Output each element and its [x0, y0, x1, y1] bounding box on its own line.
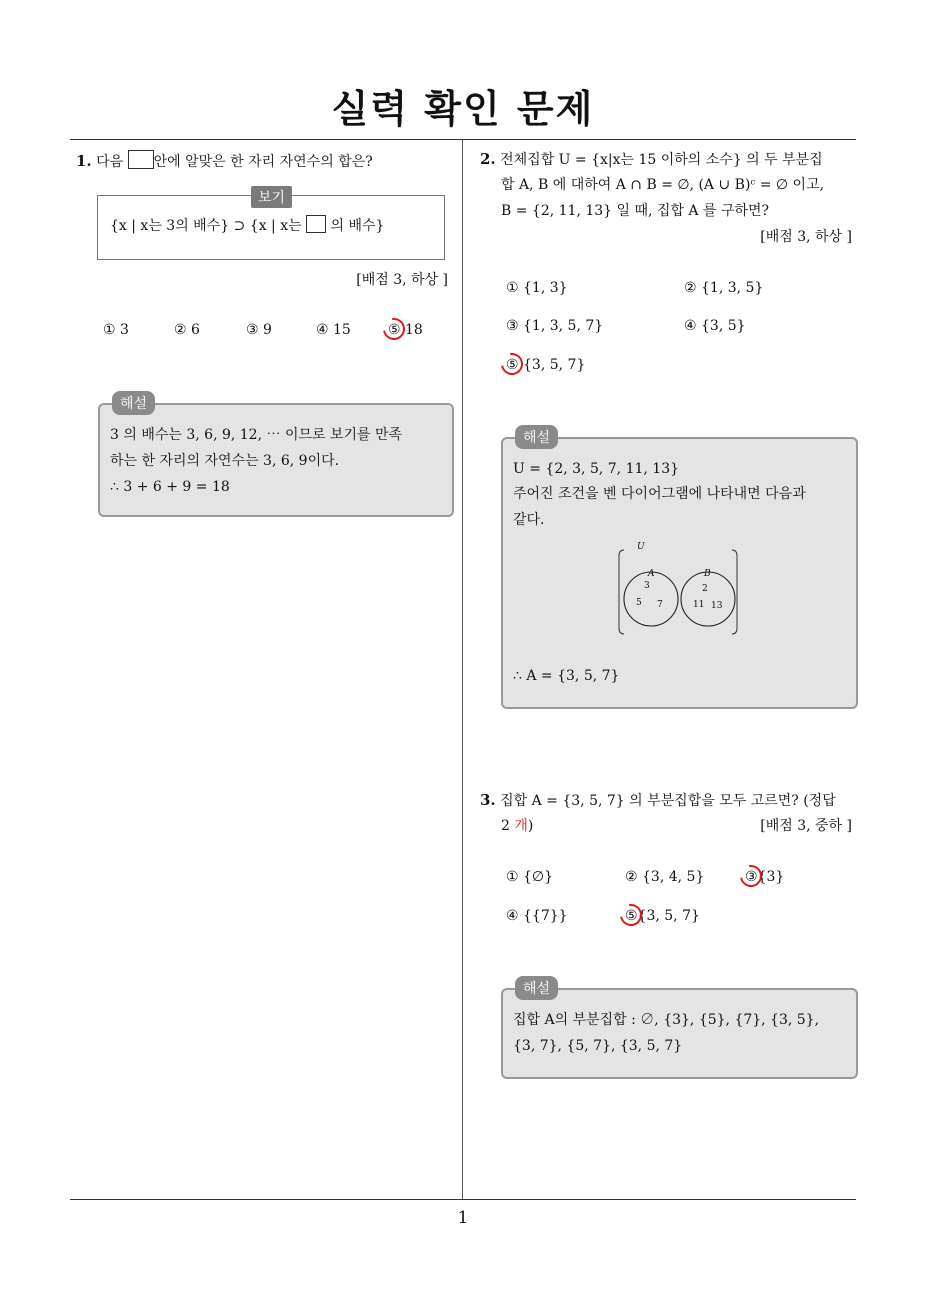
venn-a-element: 3: [644, 581, 650, 591]
q2-solution-line-3: 같다.: [513, 512, 545, 528]
q1-bogi-right-after: 의 배수}: [330, 218, 385, 234]
q3-number: 3.: [480, 791, 496, 809]
q1-stem: [76, 148, 373, 175]
q2-stem-line-3: B = {2, 11, 13} 일 때, 집합 A 를 구하면?: [501, 203, 770, 219]
answer-circle-mark: [497, 349, 528, 380]
q1-bogi-right-before: {x | x는: [249, 218, 302, 234]
bottom-rule: [70, 1199, 856, 1200]
q1-bogi-op: ⊃: [233, 218, 246, 234]
q2-solution-line-2: 주어진 조건을 벤 다이어그램에 나타내면 다음과: [513, 486, 806, 502]
q2-score: [배점 3, 하상 ]: [760, 229, 852, 245]
q2-option-2[interactable]: ② {1, 3, 5}: [684, 280, 764, 296]
venn-b-label: B: [704, 569, 711, 579]
q1-score: [배점 3, 하상 ]: [356, 272, 448, 288]
q3-solution-label: 해설: [515, 976, 558, 1000]
q3-solution-line-1: 집합 A의 부분집합 : ∅, {3}, {5}, {7}, {3, 5},: [513, 1012, 820, 1028]
q1-solution-label: 해설: [112, 391, 155, 415]
q3-stem-line-1: 3. 집합 A = {3, 5, 7} 의 부분집합을 모두 고르면? (정답: [480, 791, 836, 809]
q2-stem-line-2: 합 A, B 에 대하여 A ∩ B = ∅, (A ∪ B)ᶜ = ∅ 이고,: [501, 177, 825, 193]
q3-option-2[interactable]: ② {3, 4, 5}: [625, 869, 705, 885]
q1-solution-line-1: 3 의 배수는 3, 6, 9, 12, ⋯ 이므로 보기를 만족: [110, 427, 403, 443]
q3-option-4[interactable]: ④ {{7}}: [506, 908, 568, 924]
venn-a-element: 7: [657, 600, 663, 610]
venn-a-element: 5: [636, 598, 642, 608]
q3-option-5[interactable]: ⑤{3, 5, 7}: [625, 908, 700, 924]
venn-b-element: 2: [702, 584, 708, 594]
top-rule: [70, 139, 856, 140]
q3-option-3[interactable]: ③{3}: [745, 869, 784, 885]
q1-bogi-label: 보기: [251, 186, 292, 208]
q1-option-2[interactable]: ② 6: [174, 322, 200, 338]
q3-stem-line-2: 2 개): [501, 818, 534, 834]
q1-solution-line-2: 하는 한 자리의 자연수는 3, 6, 9이다.: [110, 453, 340, 469]
q1-option-1[interactable]: ① 3: [103, 322, 129, 338]
q1-text-after: 안에 알맞은 한 자리 자연수의 합은?: [153, 154, 373, 170]
q2-solution-label: 해설: [515, 425, 558, 449]
venn-b-element: 11: [693, 600, 705, 610]
page-number: 1: [457, 1208, 469, 1228]
q1-bogi-blank: [306, 215, 326, 233]
q2-number: 2.: [480, 150, 496, 168]
q1-blank-box: [128, 150, 154, 169]
q3-answer-count: 개: [514, 818, 528, 834]
q1-bogi-expression: [110, 213, 384, 239]
answer-circle-mark: [616, 900, 647, 931]
q2-option-5[interactable]: ⑤ {3, 5, 7}: [506, 357, 585, 373]
page-title: 실력 확인 문제: [331, 87, 595, 131]
q2-option-3[interactable]: ③ {1, 3, 5, 7}: [506, 318, 604, 334]
venn-b-element: 13: [711, 601, 723, 611]
q3-score: [배점 3, 중하 ]: [760, 818, 852, 834]
q1-text-before: 다음: [96, 154, 124, 170]
q2-solution-line-1: U = {2, 3, 5, 7, 11, 13}: [513, 461, 680, 477]
q1-option-3[interactable]: ③ 9: [246, 322, 272, 338]
q2-conclusion: ∴ A = {3, 5, 7}: [513, 668, 620, 684]
q2-option-4[interactable]: ④ {3, 5}: [684, 318, 746, 334]
venn-frame: [616, 542, 740, 640]
venn-circle-b: [681, 572, 735, 626]
q3-option-1[interactable]: ① {∅}: [506, 869, 554, 885]
venn-diagram: [616, 542, 740, 640]
venn-a-label: A: [648, 569, 655, 579]
q1-number: 1.: [76, 152, 92, 170]
q1-option-4[interactable]: ④ 15: [316, 322, 351, 338]
venn-circle-a: [624, 572, 678, 626]
q2-option-1[interactable]: ① {1, 3}: [506, 280, 568, 296]
answer-circle-mark: [379, 314, 410, 345]
q1-bogi-left: {x | x는 3의 배수}: [110, 218, 230, 234]
venn-universe-label: U: [637, 542, 645, 552]
q3-solution-line-2: {3, 7}, {5, 7}, {3, 5, 7}: [513, 1038, 683, 1054]
q2-stem-line-1: 2. 전체집합 U = {x|x는 15 이하의 소수} 의 두 부분집: [480, 150, 823, 168]
column-divider: [462, 140, 463, 1200]
answer-circle-mark: [736, 861, 767, 892]
q1-option-5[interactable]: ⑤ 18: [388, 322, 423, 338]
q1-solution-line-3: ∴ 3 + 6 + 9 = 18: [110, 479, 230, 495]
